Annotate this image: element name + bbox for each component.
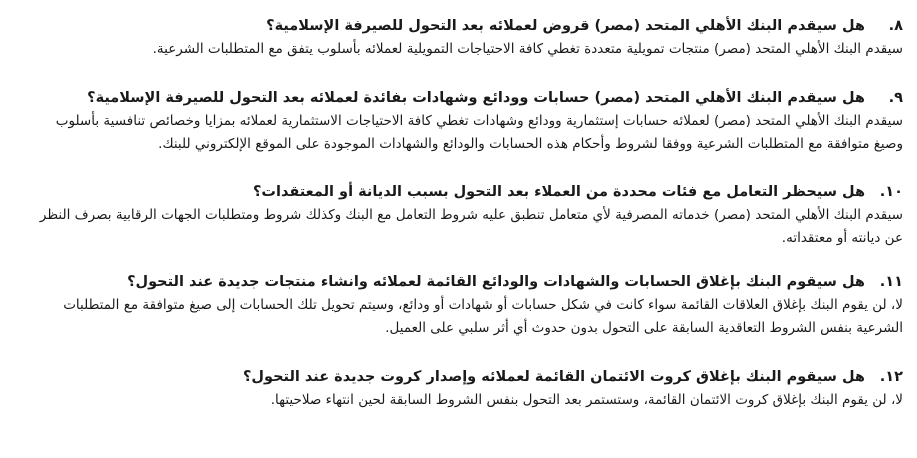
question-number: ٩. <box>888 90 903 106</box>
faq-question <box>28 16 903 36</box>
question-number: ١٠. <box>879 184 903 200</box>
question-text: هل سيقدم البنك الأهلي المتحد (مصر) قروض لعملائه بعد التحول للصيرفة الإسلامية؟ <box>266 18 865 34</box>
faq-answer: سيقدم البنك الأهلي المتحد (مصر) لعملائه حسابات إستثمارية وودائع وشهادات تغطي كافة الاحتياجات الاستثمارية لعملائه بمزايا وخصائص تنافسية بأسلوب وصيغ متوافقة مع المتطلبات الشرعية ووفقا لشروط وأحكام هذه الحسابات والودائع والشهادات الموجودة على الموقع الإلكتروني للبنك. <box>55 113 903 152</box>
faq-item <box>28 367 903 412</box>
faq-answer: سيقدم البنك الأهلي المتحد (مصر) منتجات تمويلية متعددة تغطي كافة الاحتياجات التمويلية لعملائه بأسلوب يتفق مع المتطلبات الشرعية. <box>152 41 903 57</box>
question-text: هل سيحظر التعامل مع فئات محددة من العملاء بعد التحول بسبب الديانة أو المعتقدات؟ <box>253 184 865 200</box>
faq-answer: لا، لن يقوم البنك بإغلاق العلاقات القائمة سواء كانت في شكل حسابات أو شهادات أو ودائع، وسيتم تحويل تلك الحسابات إلى صيغ متوافقة مع المتطلبات الشرعية بنفس الشروط التعاقدية السابقة على التحول بدون حدوث أي أثر سلبي على العميل. <box>63 297 903 336</box>
faq-item <box>28 16 903 61</box>
faq-question <box>28 272 903 292</box>
faq-item <box>28 88 903 156</box>
faq-item <box>28 272 903 340</box>
faq-question <box>28 182 903 202</box>
faq-answer: لا، لن يقوم البنك بإغلاق كروت الائتمان القائمة، وستستمر بعد التحول بنفس الشروط السابقة لحين انتهاء صلاحيتها. <box>270 392 903 408</box>
question-number: ٨. <box>888 18 903 34</box>
faq-question <box>28 367 903 387</box>
faq-question <box>28 88 903 108</box>
question-text: هل سيقوم البنك بإغلاق الحسابات والشهادات والودائع القائمة لعملائه وانشاء منتجات جديدة عند التحول؟ <box>127 274 865 290</box>
faq-item <box>28 182 903 250</box>
question-number: ١١. <box>879 274 903 290</box>
question-text: هل سيقدم البنك الأهلي المتحد (مصر) حسابات وودائع وشهادات بفائدة لعملائه بعد التحول للصيرفة الإسلامية؟ <box>87 90 865 106</box>
question-text: هل سيقوم البنك بإغلاق كروت الائتمان القائمة لعملائه وإصدار كروت جديدة عند التحول؟ <box>243 369 865 385</box>
faq-answer: سيقدم البنك الأهلي المتحد (مصر) خدماته المصرفية لأي متعامل تنطبق عليه شروط التعامل مع البنك وكذلك شروط ومتطلبات الجهات الرقابية بصرف النظر عن ديانته أو معتقداته. <box>39 207 903 246</box>
question-number: ١٢. <box>879 369 903 385</box>
